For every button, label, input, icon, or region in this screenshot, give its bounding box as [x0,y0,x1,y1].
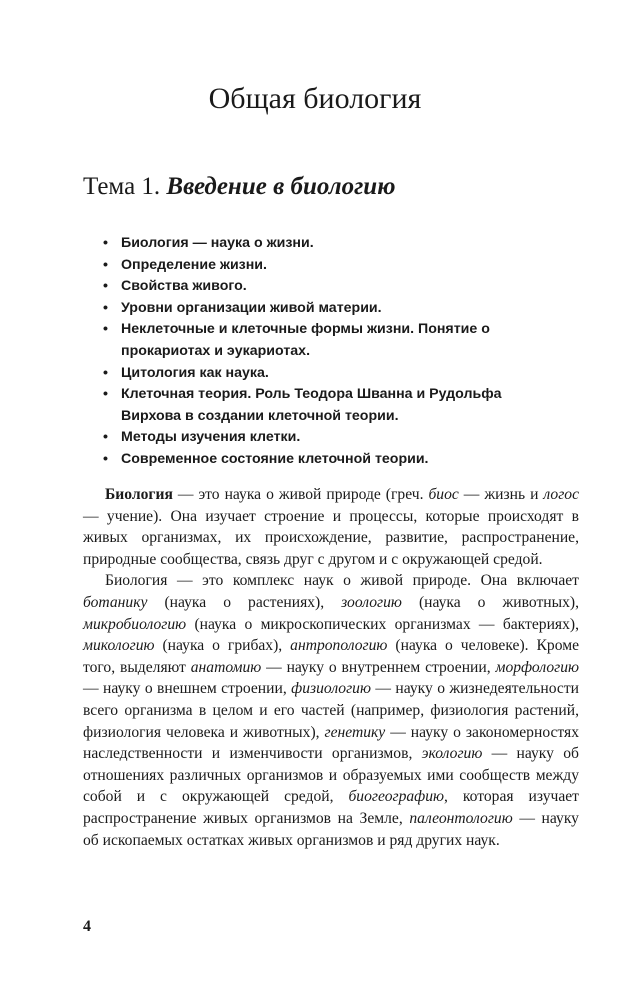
list-item [103,298,553,320]
term-ecology: экологию [421,745,483,763]
term-paleontology: палеонтологию [409,809,513,827]
text-run: Биология — это комплекс наук о живой природе. Она включает [105,572,579,590]
list-item-text: Определение жизни. [121,256,267,273]
bullet-icon: • [103,299,108,316]
term-genetics: генетику [324,723,386,741]
body-text [83,484,579,851]
list-item-text: Неклеточные и клеточные формы жизни. Понятие о прокариотах и эукариотах. [121,321,490,359]
topic-name: Введение в биологию [166,173,396,200]
term-microbiology: микробиологию [83,615,187,633]
term-logos: логос [543,486,579,503]
list-item-text: Цитология как наука. [121,364,269,381]
list-item [103,319,553,362]
list-item [103,384,553,427]
list-item-text: Свойства живого. [121,278,247,295]
list-item [103,233,553,255]
bullet-icon: • [103,429,108,446]
bullet-icon: • [103,235,108,251]
term-mycology: микологию [83,637,155,655]
text-run: — науку о внешнем строении, [83,680,292,698]
list-item-text: Методы изучения клетки. [121,429,301,446]
topic-prefix: Тема 1. [83,173,167,200]
paragraph-biology-definition [83,484,579,570]
term-physiology: физиологию [291,680,371,698]
term-anthropology: антропологию [290,637,388,655]
text-run: — учение). Она изучает строение и процессы, которые происходят в живых организмах, их происхождение, развитие, распространение, природные сообщества, связь друг с другом и с окружающей средой. [83,507,579,568]
text-run: (наука о человеке). Кроме того, выделяют [83,637,579,676]
bullet-icon: • [103,256,108,273]
term-biology: Биология [105,486,173,503]
text-run: — науку о закономерностях наследственности и изменчивости организмов, [83,723,579,763]
term-bios: биос [428,486,459,503]
text-run: (наука о микроскопических организмах — бактериях), [186,615,579,633]
term-anatomy: анатомию [190,658,262,676]
bullet-icon: • [103,450,108,467]
text-run: — науку о жизнедеятельности всего организма в целом и его частей (например, физиология растений, физиология человека и животных), [83,680,579,741]
text-run: (наука о животных), [401,593,579,611]
text-run: — это наука о живой природе (греч. [172,486,429,503]
list-item-text: Уровни организации живой материи. [121,299,382,316]
term-botany: ботанику [83,593,148,611]
chapter-title: Общая биология [208,82,422,115]
list-item-text: Клеточная теория. Роль Теодора Шванна и Рудольфа Вирхова в создании клеточной теории. [121,386,502,424]
text-run: (наука о растениях), [147,593,342,611]
list-item-text: Современное состояние клеточной теории. [121,450,429,467]
page-number: 4 [83,918,91,935]
list-item [103,449,553,471]
text-run: — науку об ископаемых остатках живых организмов и ряд других наук. [83,809,579,849]
topic-title [83,173,395,201]
text-run: — науку о внутреннем строении, [261,658,496,676]
topic-outline-list [103,233,553,471]
bullet-icon: • [103,386,108,403]
list-item [103,255,553,277]
term-biogeography: биогеографию [348,788,445,806]
bullet-icon: • [103,321,108,338]
list-item [103,363,553,385]
paragraph-biology-sciences [83,570,579,851]
bullet-icon: • [103,364,108,381]
text-run: — науку об отношениях различных организмов и образуемых ими сообществ между собой и с окружающей средой, [83,745,579,806]
list-item-text: Биология — наука о жизни. [121,235,314,251]
text-run: (наука о грибах), [154,637,291,655]
text-run: — жизнь и [458,486,544,503]
term-zoology: зоологию [341,593,402,611]
list-item [103,427,553,449]
text-run: , которая изучает распространение живых организмов на Земле, [83,788,579,827]
bullet-icon: • [103,278,108,295]
list-item [103,276,553,298]
term-morphology: морфологию [495,658,579,676]
